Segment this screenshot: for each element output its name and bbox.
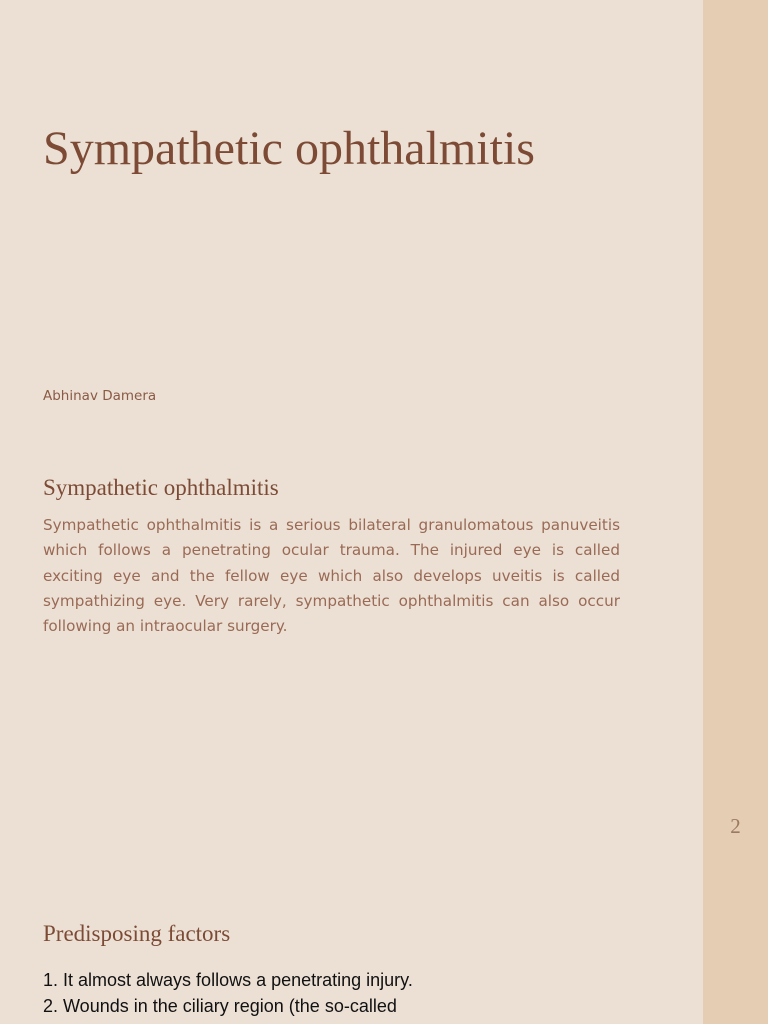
author-name: Abhinav Damera bbox=[43, 388, 157, 404]
page-title: Sympathetic ophthalmitis bbox=[43, 122, 535, 175]
section-heading-overview: Sympathetic ophthalmitis bbox=[43, 475, 279, 500]
list-item: 1. It almost always follows a penetrating injury. bbox=[43, 970, 413, 990]
page-number: 2 bbox=[730, 814, 741, 838]
list-item: 2. Wounds in the ciliary region (the so-called bbox=[43, 996, 397, 1016]
side-band bbox=[703, 0, 768, 1024]
section-heading-predisposing-factors: Predisposing factors bbox=[43, 921, 231, 946]
predisposing-factors-list bbox=[43, 967, 663, 1019]
overview-paragraph: Sympathetic ophthalmitis is a serious bilateral granulomatous panuveitis which follows a penetrating ocular trauma. The injured eye is called exciting eye and the fellow eye which also develops uveitis is called sympathizing eye. Very rarely, sympathetic ophthalmitis can also occur following an intraocular surgery. bbox=[43, 516, 620, 636]
